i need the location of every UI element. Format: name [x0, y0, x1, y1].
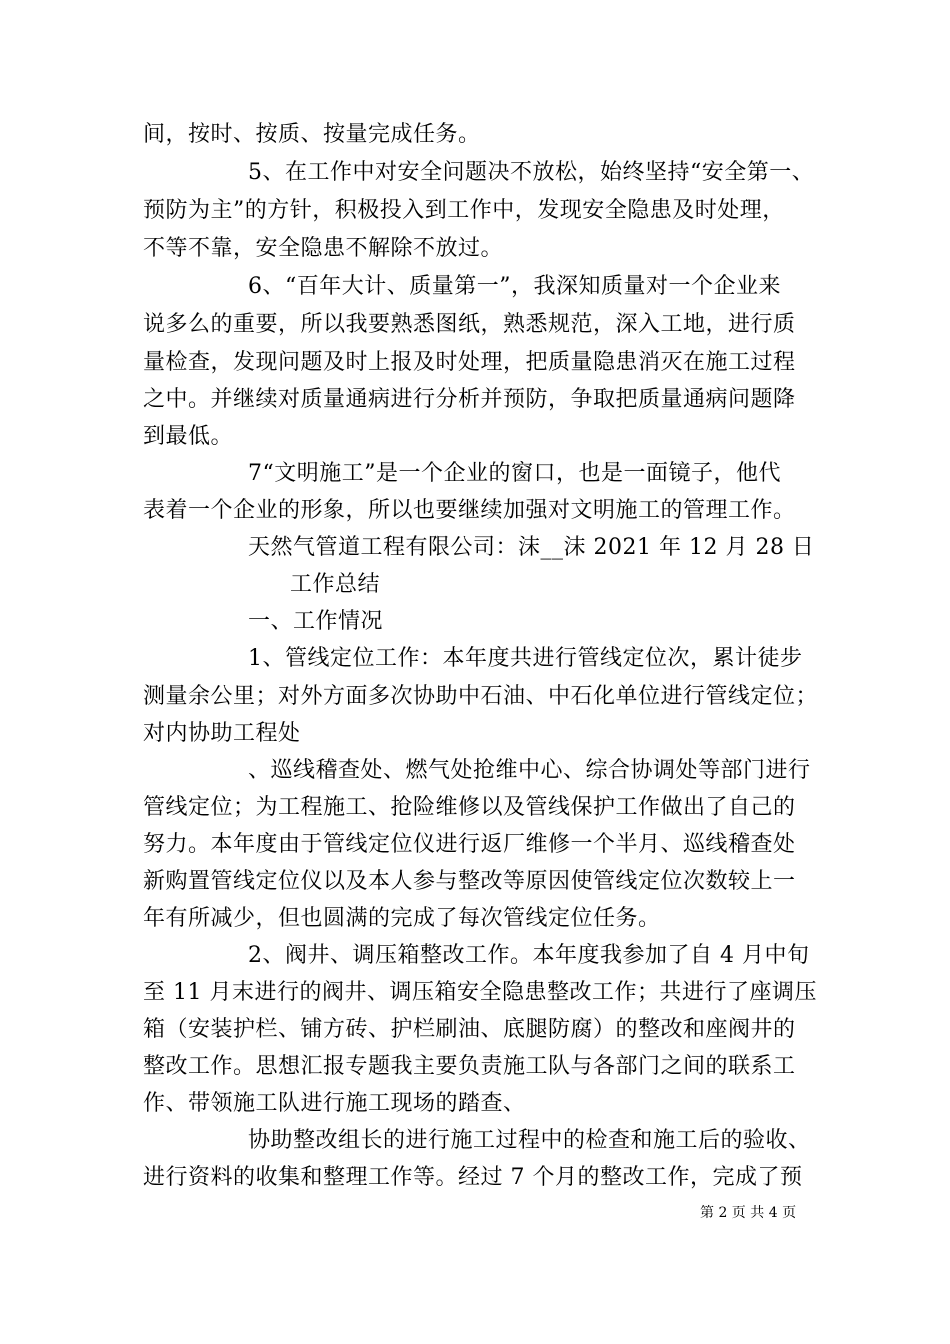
- section-heading: 一、工作情况: [248, 609, 384, 634]
- text-line: 进行资料的收集和整理工作等。经过 7 个月的整改工作，完成了预: [143, 1165, 803, 1190]
- text-line: 作、带领施工队进行施工现场的踏查、: [143, 1091, 526, 1116]
- text-line: 努力。本年度由于管线定位仪进行返厂维修一个半月、巡线稽查处: [143, 832, 796, 857]
- text-line: 箱（安装护栏、铺方砖、护栏刷油、底腿防腐）的整改和座阀井的: [143, 1017, 796, 1042]
- text-line: 7“文明施工”是一个企业的窗口，也是一面镜子，他代: [248, 461, 781, 486]
- text-line: 间，按时、按质、按量完成任务。: [143, 122, 481, 147]
- text-line: 预防为主”的方针，积极投入到工作中，发现安全隐患及时处理，: [143, 198, 785, 223]
- text-line: 6、“百年大计、质量第一”，我深知质量对一个企业来: [248, 274, 781, 299]
- text-line: 到最低。: [143, 424, 234, 449]
- text-line: 至 11 月末进行的阀井、调压箱安全隐患整改工作；共进行了座调压: [143, 980, 817, 1005]
- signature-line: 天然气管道工程有限公司：沫__沫 2021 年 12 月 28 日: [248, 535, 815, 560]
- section-title: 工作总结: [290, 572, 381, 597]
- text-line: 、巡线稽查处、燃气处抢维中心、综合协调处等部门进行: [248, 758, 811, 783]
- text-line: 年有所减少，但也圆满的完成了每次管线定位任务。: [143, 906, 661, 931]
- text-line: 整改工作。思想汇报专题我主要负责施工队与各部门之间的联系工: [143, 1054, 796, 1079]
- text-line: 1、管线定位工作：本年度共进行管线定位次，累计徒步: [248, 646, 803, 671]
- text-line: 说多么的重要，所以我要熟悉图纸，熟悉规范，深入工地，进行质: [143, 312, 796, 337]
- text-line: 表着一个企业的形象，所以也要继续加强对文明施工的管理工作。: [143, 498, 796, 523]
- text-line: 之中。并继续对质量通病进行分析并预防，争取把质量通病问题降: [143, 387, 796, 412]
- text-line: 协助整改组长的进行施工过程中的检查和施工后的验收、: [248, 1128, 811, 1153]
- text-line: 2、阀井、调压箱整改工作。本年度我参加了自 4 月中旬: [248, 943, 810, 968]
- text-line: 对内协助工程处: [143, 721, 301, 746]
- text-line: 量检查，发现问题及时上报及时处理，把质量隐患消灭在施工过程: [143, 350, 796, 375]
- text-line: 不等不靠，安全隐患不解除不放过。: [143, 236, 504, 261]
- text-line: 新购置管线定位仪以及本人参与整改等原因使管线定位次数较上一: [143, 869, 796, 894]
- text-line: 5、在工作中对安全问题决不放松，始终坚持“安全第一、: [248, 160, 815, 185]
- text-line: 管线定位；为工程施工、抢险维修以及管线保护工作做出了自己的: [143, 795, 796, 820]
- page-number: 第 2 页 共 4 页: [700, 1205, 797, 1221]
- text-line: 测量余公里；对外方面多次协助中石油、中石化单位进行管线定位；: [143, 684, 819, 709]
